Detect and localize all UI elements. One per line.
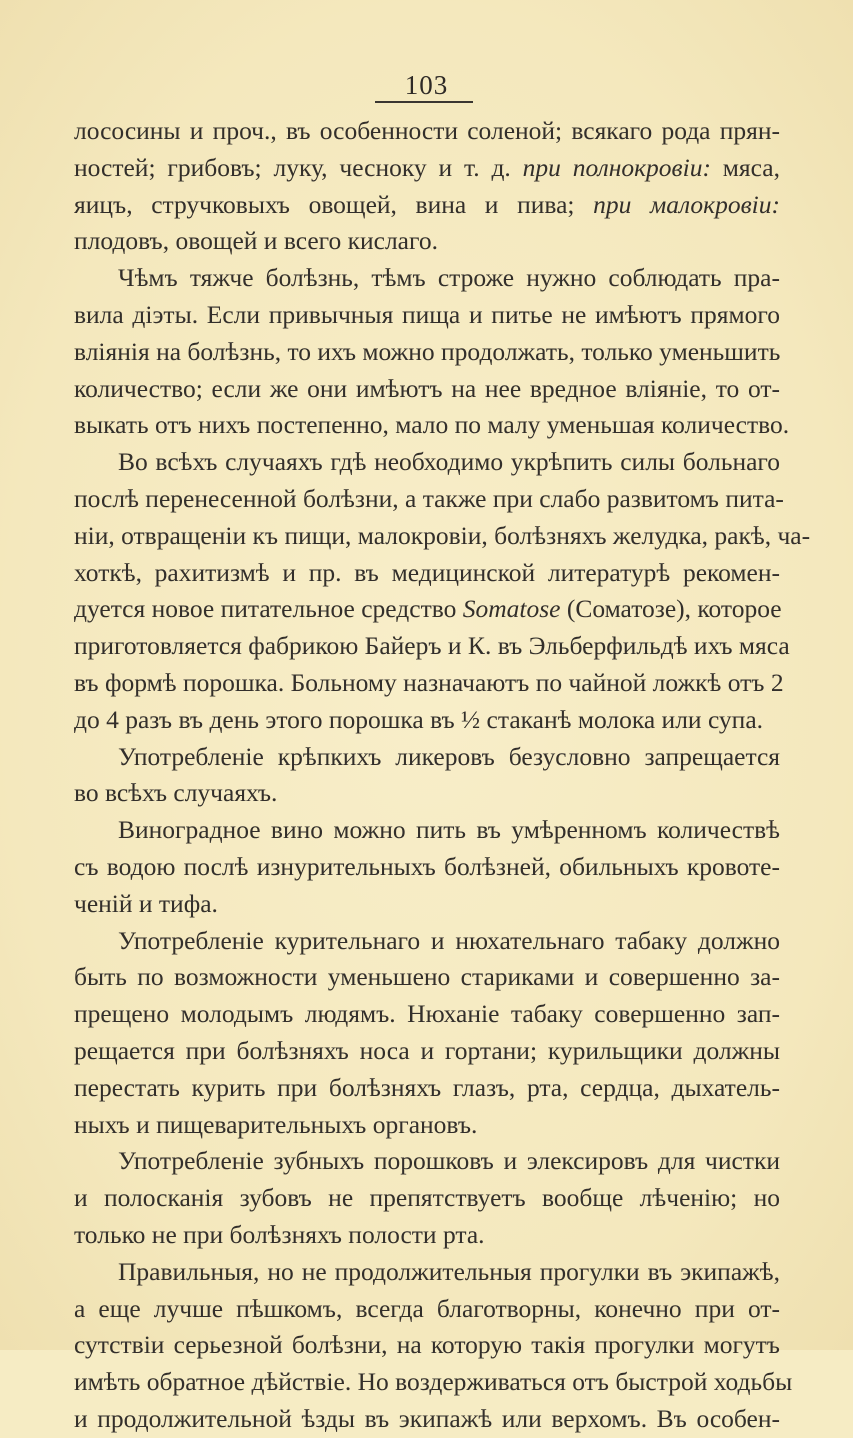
text-line bbox=[74, 1143, 780, 1180]
text-run: ченій и тифа. bbox=[74, 888, 218, 918]
text-run: имѣть обратное дѣйствіе. Но воздерживаться отъ быстрой ходьбы bbox=[74, 1367, 793, 1397]
text-run: Во всѣхъ случаяхъ гдѣ необходимо укрѣпить силы больнаго bbox=[118, 447, 780, 477]
text-line bbox=[74, 702, 780, 739]
text-line bbox=[74, 481, 784, 518]
text-run: до 4 разъ въ день этого порошка въ ½ стаканѣ молока или супа. bbox=[74, 704, 764, 734]
text-run: ныхъ и пищеварительныхъ органовъ. bbox=[74, 1109, 478, 1139]
text-line bbox=[74, 886, 780, 923]
text-run: Виноградное вино можно пить въ умѣренномъ количествѣ bbox=[118, 815, 780, 845]
text-run: приготовляется фабрикою Байеръ и К. въ Эльберфильдѣ ихъ мяса bbox=[74, 631, 790, 661]
text-run: лососины и проч., въ особенности соленой; всякаго рода прян- bbox=[74, 116, 780, 145]
text-line bbox=[74, 775, 780, 812]
text-line bbox=[74, 187, 780, 224]
header-rule bbox=[375, 101, 473, 103]
text-run: послѣ перенесенной болѣзни, а также при слабо развитомъ пита- bbox=[74, 483, 784, 513]
text-line bbox=[74, 1180, 780, 1217]
text-line bbox=[74, 150, 780, 187]
text-line bbox=[74, 959, 780, 996]
text-run: плодовъ, овощей и всего кислаго. bbox=[74, 226, 438, 256]
text-line bbox=[74, 665, 784, 702]
text-run: рещается при болѣзняхъ носа и гортани; курильщики должны bbox=[74, 1035, 780, 1065]
italic-run: Somatose bbox=[462, 594, 561, 624]
text-line bbox=[74, 628, 790, 665]
text-run: а еще лучше пѣшкомъ, всегда благотворны, конечно при от- bbox=[74, 1293, 780, 1323]
text-line bbox=[74, 1291, 780, 1328]
text-run: ностей; грибовъ; луку, чесноку и т. д. bbox=[74, 152, 523, 182]
text-line bbox=[74, 1401, 780, 1438]
text-line bbox=[74, 407, 790, 444]
text-line bbox=[74, 1107, 780, 1144]
text-run: хоткѣ, рахитизмѣ и пр. въ медицинской литературѣ рекомен- bbox=[74, 557, 780, 587]
text-line bbox=[74, 260, 780, 297]
text-line bbox=[74, 1327, 780, 1364]
italic-run: при малокровіи: bbox=[593, 189, 780, 219]
text-line bbox=[74, 555, 780, 592]
text-run: сутствіи серьезной болѣзни, на которую такія прогулки могутъ bbox=[74, 1330, 780, 1360]
text-run: перестать курить при болѣзняхъ глазъ, рта, сердца, дыхатель- bbox=[74, 1072, 780, 1102]
text-run: Употребленіе зубныхъ порошковъ и элексировъ для чистки bbox=[118, 1146, 780, 1176]
text-line bbox=[74, 371, 780, 408]
text-run: количество; если же они имѣютъ на нее вредное вліяніе, то от- bbox=[74, 373, 780, 403]
text-run: ніи, отвращеніи къ пищи, малокровіи, болѣзняхъ желудка, ракѣ, ча- bbox=[74, 520, 811, 550]
text-line bbox=[74, 444, 780, 481]
text-line bbox=[74, 1033, 780, 1070]
text-run: вила діэты. Если привычныя пища и питье не имѣютъ прямого bbox=[74, 299, 780, 329]
text-run: только не при болѣзняхъ полости рта. bbox=[74, 1219, 485, 1249]
text-line bbox=[74, 1254, 780, 1291]
text-line bbox=[74, 113, 780, 150]
text-run: во всѣхъ случаяхъ. bbox=[74, 778, 278, 808]
text-line bbox=[74, 334, 780, 371]
text-run: мяса, bbox=[710, 152, 780, 182]
text-run: вліянія на болѣзнь, то ихъ можно продолжать, только уменьшить bbox=[74, 336, 781, 366]
text-run: Употребленіе крѣпкихъ ликеровъ безусловно запрещается bbox=[118, 741, 780, 771]
text-run: быть по возможности уменьшено стариками и совершенно за- bbox=[74, 962, 780, 992]
text-run: въ формѣ порошка. Больному назначаютъ по чайной ложкѣ отъ 2 bbox=[74, 667, 784, 697]
text-run: прещено молодымъ людямъ. Нюханіе табаку совершенно зап- bbox=[74, 999, 780, 1029]
text-line bbox=[74, 739, 780, 776]
text-line bbox=[74, 1364, 793, 1401]
text-run: Употребленіе курительнаго и нюхательнаго табаку должно bbox=[118, 925, 780, 955]
text-run: яицъ, стручковыхъ овощей, вина и пива; bbox=[74, 189, 594, 219]
text-line bbox=[74, 812, 780, 849]
text-line bbox=[74, 297, 780, 334]
text-line bbox=[74, 1217, 780, 1254]
text-run: съ водою послѣ изнурительныхъ болѣзней, обильныхъ кровоте- bbox=[74, 851, 780, 881]
text-run: выкать отъ нихъ постепенно, мало по малу уменьшая количество. bbox=[74, 410, 790, 440]
text-run: и продолжительной ѣзды въ экипажѣ или верхомъ. Въ особен- bbox=[74, 1403, 780, 1433]
text-line bbox=[74, 923, 780, 960]
text-run: и полосканія зубовъ не препятствуетъ вообще лѣченію; но bbox=[74, 1183, 780, 1213]
text-line bbox=[74, 223, 780, 260]
text-line bbox=[74, 591, 780, 628]
page-number: 103 bbox=[404, 70, 449, 100]
text-run: Правильныя, но не продолжительныя прогулки въ экипажѣ, bbox=[118, 1256, 780, 1286]
italic-run: при полнокровіи: bbox=[522, 152, 711, 182]
text-run: Чѣмъ тяжче болѣзнь, тѣмъ строже нужно соблюдать пра- bbox=[118, 263, 780, 293]
text-run: дуется новое питательное средство bbox=[74, 594, 463, 624]
text-run: (Соматозе), которое bbox=[560, 594, 782, 624]
text-line bbox=[74, 1070, 780, 1107]
text-line bbox=[74, 518, 811, 555]
text-line bbox=[74, 996, 780, 1033]
text-line bbox=[74, 849, 780, 886]
body-text bbox=[74, 113, 811, 1438]
